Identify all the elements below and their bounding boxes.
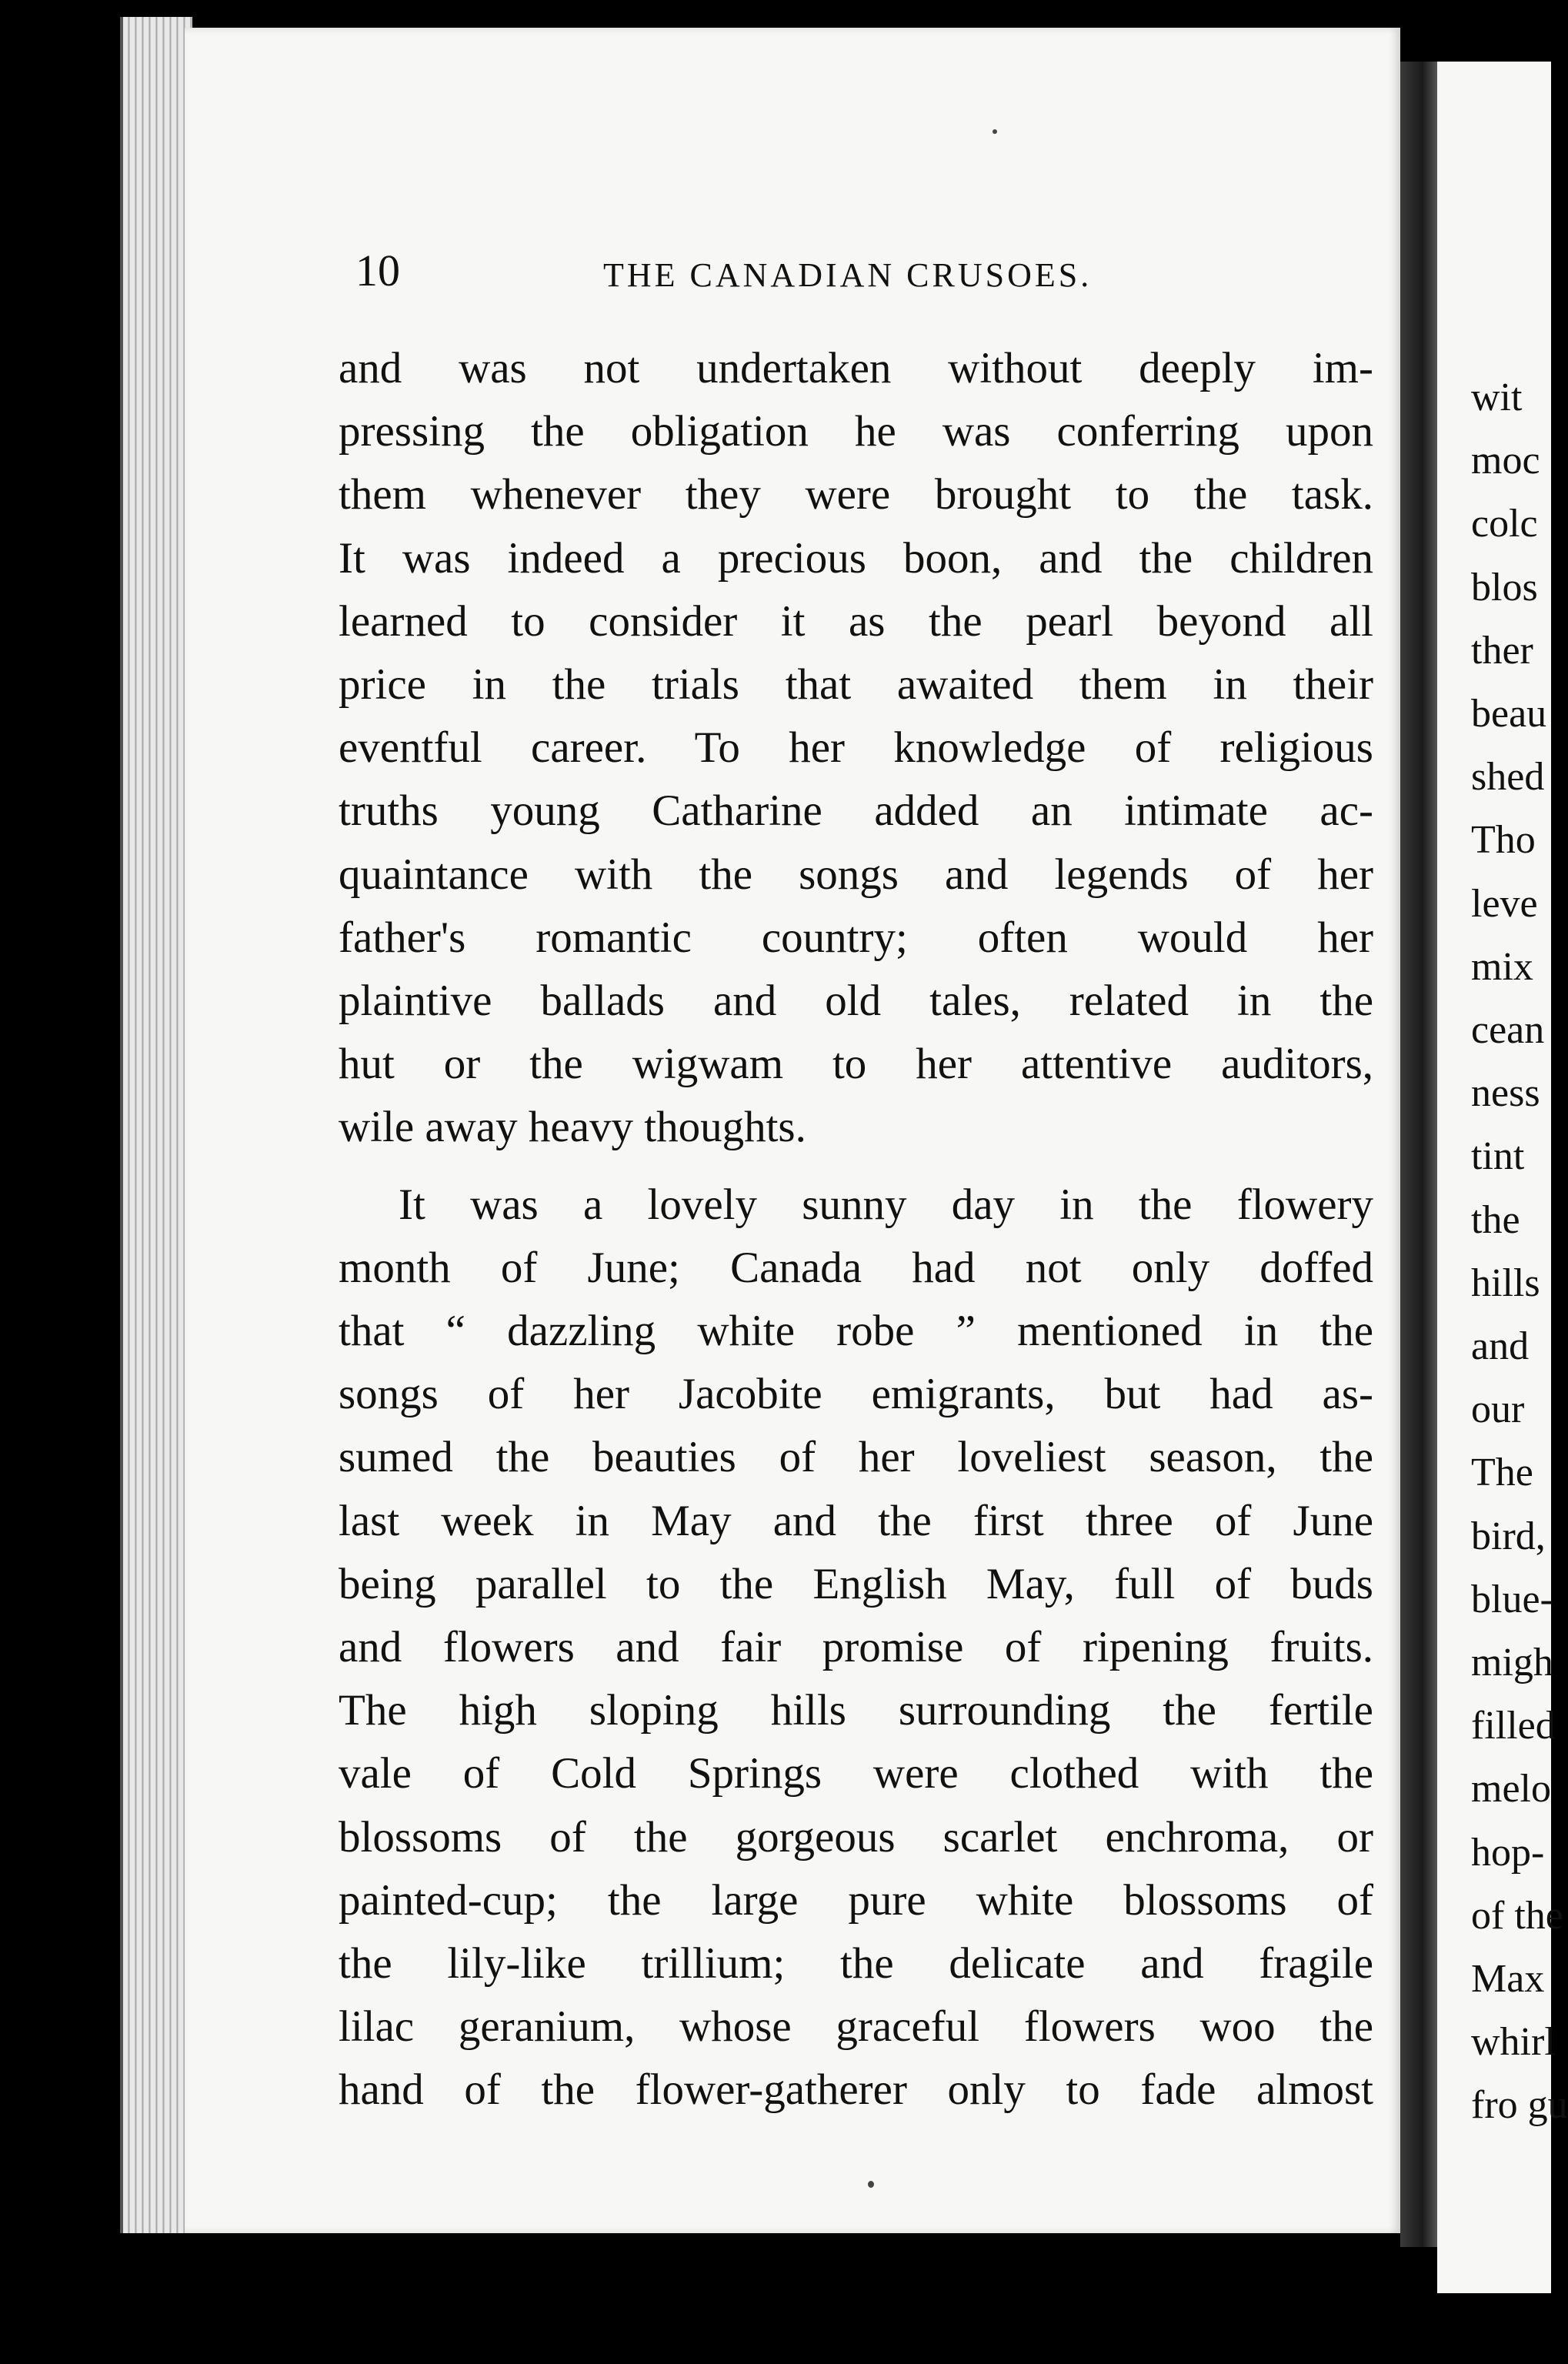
text-line: truths young Catharine added an intimate ac-	[339, 786, 1373, 836]
body-text	[339, 337, 1373, 2122]
text-line: songs of her Jacobite emigrants, but had as-	[339, 1370, 1373, 1419]
text-line: being parallel to the English May, full of buds	[339, 1559, 1373, 1608]
paragraph-2	[339, 1174, 1373, 2122]
facing-page-text	[1471, 366, 1568, 2138]
text-line: price in the trials that awaited them in their	[339, 660, 1373, 710]
facing-text-line: filled	[1471, 1704, 1556, 1748]
facing-text-line: cean	[1471, 1008, 1545, 1053]
facing-text-line: of the	[1471, 1893, 1563, 1938]
facing-text-line: the	[1471, 1197, 1520, 1242]
facing-text-line: and	[1471, 1324, 1530, 1369]
text-line: and was not undertaken without deeply im-	[339, 344, 1373, 392]
print-speck	[993, 129, 997, 134]
text-line: vale of Cold Springs were clothed with the	[339, 1749, 1373, 1798]
text-line: hand of the flower-gatherer only to fade almost	[339, 2065, 1373, 2115]
facing-text-line: fro gu	[1471, 2083, 1568, 2128]
running-title: THE CANADIAN CRUSOES.	[603, 256, 1093, 294]
facing-text-line: bird,	[1471, 1514, 1546, 1558]
facing-text-line: colc	[1471, 502, 1538, 546]
facing-text-line: leve	[1471, 881, 1538, 926]
facing-text-line: shed	[1471, 755, 1545, 800]
text-line: the lily-like trillium; the delicate and fragile	[339, 1939, 1373, 1988]
text-line: them whenever they were brought to the task.	[339, 470, 1373, 519]
facing-text-line: The	[1471, 1451, 1533, 1495]
text-line: The high sloping hills surrounding the fertile	[339, 1686, 1373, 1735]
text-line: wile away heavy thoughts.	[339, 1103, 806, 1152]
paragraph-1	[339, 337, 1373, 1160]
page-fore-edge	[120, 17, 192, 2233]
text-line: last week in May and the first three of June	[339, 1496, 1373, 1545]
text-line: that “ dazzling white robe ” mentioned in the	[339, 1307, 1373, 1356]
facing-text-line: hills	[1471, 1260, 1540, 1305]
text-line: plaintive ballads and old tales, related in the	[339, 977, 1373, 1026]
facing-text-line: blos	[1471, 565, 1538, 609]
facing-text-line: whirl	[1471, 2020, 1556, 2065]
text-line: hut or the wigwam to her attentive auditors,	[339, 1040, 1373, 1089]
facing-text-line: moc	[1471, 439, 1540, 483]
facing-text-line: our	[1471, 1387, 1525, 1432]
page-gutter	[1400, 62, 1437, 2247]
running-head	[355, 245, 1379, 306]
facing-text-line: ther	[1471, 628, 1533, 673]
text-line: and flowers and fair promise of ripening fruits.	[339, 1623, 1373, 1672]
facing-text-line: blue-	[1471, 1577, 1553, 1621]
facing-text-line: Tho	[1471, 818, 1536, 863]
page-number: 10	[355, 245, 400, 296]
text-line: learned to consider it as the pearl beyond all	[339, 596, 1373, 646]
facing-text-line: melo	[1471, 1767, 1551, 1811]
text-line: blossoms of the gorgeous scarlet enchroma, or	[339, 1812, 1373, 1861]
text-line: father's romantic country; often would her	[339, 913, 1373, 962]
text-line: painted-cup; the large pure white blossoms of	[339, 1875, 1373, 1925]
text-line: quaintance with the songs and legends of her	[339, 850, 1373, 899]
facing-text-line: beau	[1471, 692, 1547, 736]
facing-text-line: wit	[1471, 376, 1523, 419]
facing-text-line: migh	[1471, 1641, 1553, 1685]
print-speck	[868, 2181, 874, 2188]
text-line: month of June; Canada had not only doffed	[339, 1243, 1373, 1292]
facing-text-line: Max	[1471, 1957, 1545, 2002]
text-line: sumed the beauties of her loveliest season, the	[339, 1433, 1373, 1482]
text-line: It was indeed a precious boon, and the children	[339, 533, 1373, 583]
text-line: lilac geranium, whose graceful flowers woo the	[339, 2002, 1373, 2052]
facing-text-line: mix	[1471, 944, 1533, 989]
text-line: eventful career. To her knowledge of religious	[339, 723, 1373, 773]
text-line: pressing the obligation he was conferring upon	[339, 407, 1373, 456]
text-line: It was a lovely sunny day in the flowery	[399, 1180, 1373, 1229]
facing-text-line: hop-	[1471, 1830, 1545, 1875]
facing-text-line: ness	[1471, 1071, 1540, 1116]
facing-text-line: tint	[1471, 1134, 1525, 1179]
